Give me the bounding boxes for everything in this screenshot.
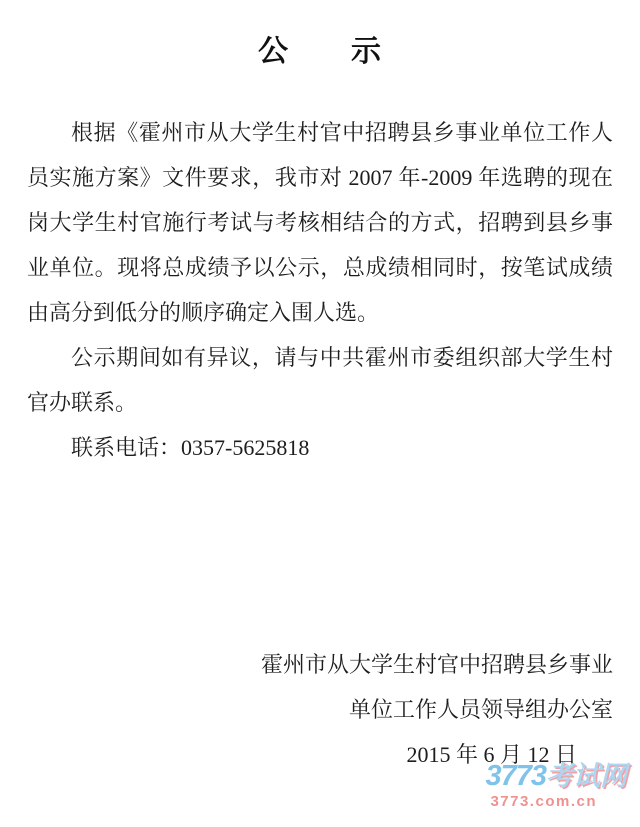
signature-line-2: 单位工作人员领导组办公室	[348, 697, 613, 722]
contact-phone-line: 联系电话：0357-5625818	[71, 435, 310, 460]
page-title: 公 示	[258, 35, 382, 68]
body-paragraph-objection: 公示期间如有异议，请与中共霍州市委组织部大学生村官办联系。	[27, 345, 613, 415]
watermark-site-url: 3773.com.cn	[490, 793, 597, 810]
watermark-logo	[485, 762, 627, 809]
signature-line-1: 霍州市从大学生村官中招聘县乡事业	[260, 652, 613, 677]
body-paragraph-main: 根据《霍州市从大学生村官中招聘县乡事业单位工作人员实施方案》文件要求，我市对 2007 年-2009 年选聘的现在岗大学生村官施行考试与考核相结合的方式，招聘到县乡事业单位。现将总成绩予以公示，总成绩相同时，按笔试成绩由高分到低分的顺序确定入围人选。	[27, 120, 613, 325]
notice-body	[27, 110, 613, 470]
signature-date: 2015 年 6 月 12 日	[406, 742, 577, 767]
watermark-site-name-cn: 考试网	[546, 761, 627, 791]
watermark-site-name	[485, 762, 627, 791]
signature-block	[27, 642, 613, 777]
watermark-site-number: 3773	[485, 760, 546, 792]
